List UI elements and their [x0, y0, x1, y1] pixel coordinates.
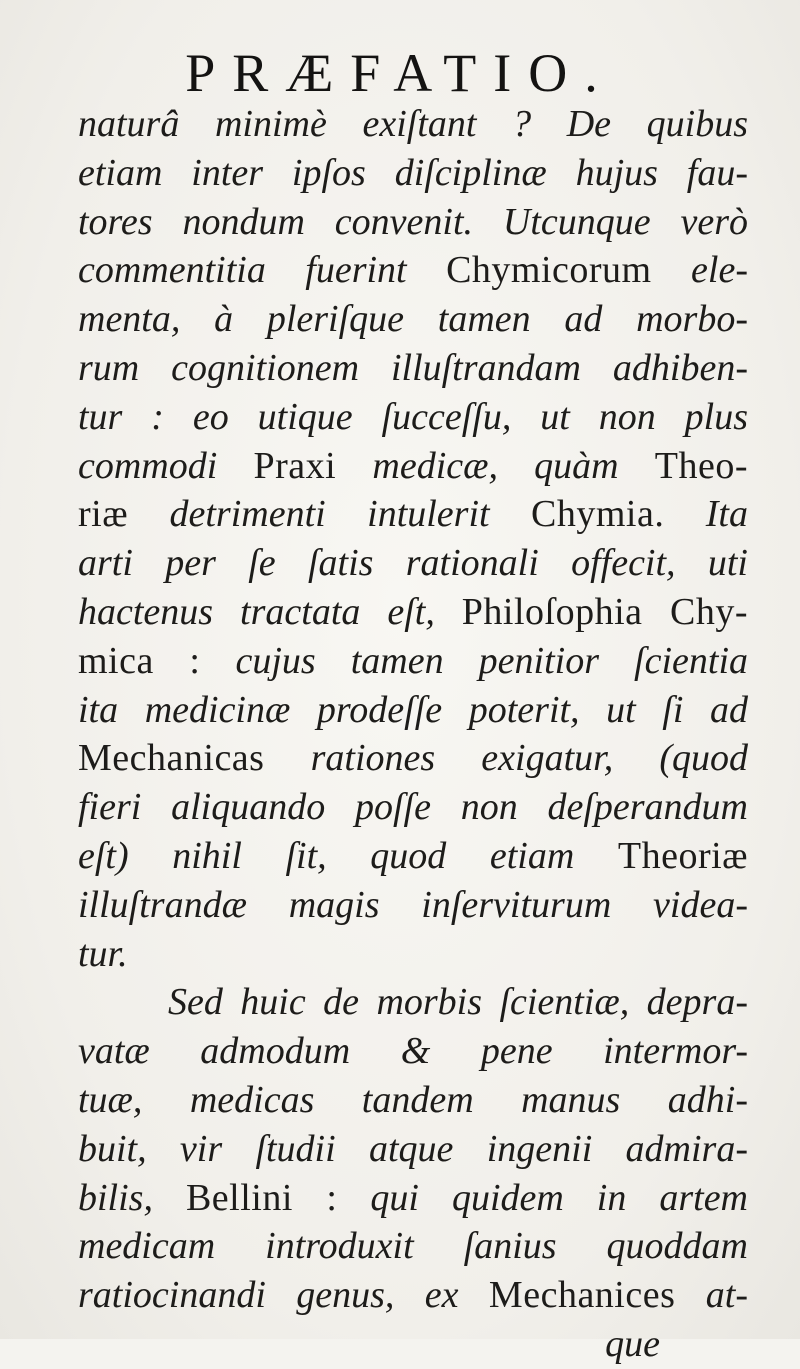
text-segment: buit, vir ſtudii atque ingenii admira-: [78, 1127, 748, 1170]
text-line: [78, 539, 748, 588]
text-segment: illuſtrandæ magis inſerviturum videa-: [78, 883, 748, 926]
text-line: [78, 100, 748, 149]
text-line: [78, 198, 748, 247]
text-segment: Ita: [664, 493, 748, 536]
text-line: [78, 1076, 748, 1125]
text-line: [78, 149, 748, 198]
text-segment: Chymicorum: [446, 249, 652, 292]
text-line: [78, 1271, 748, 1320]
text-segment: cujus tamen penitior ſcientia: [200, 639, 748, 682]
text-line: [78, 686, 748, 735]
text-line: [78, 1222, 748, 1271]
text-line: [78, 1174, 748, 1223]
text-line: [78, 734, 748, 783]
text-line: [78, 344, 748, 393]
text-segment: rum cognitionem illuſtrandam adhiben-: [78, 346, 748, 389]
text-segment: arti per ſe ſatis rationali offecit, uti: [78, 542, 748, 585]
text-segment: at-: [675, 1274, 748, 1317]
text-line: [78, 832, 748, 881]
text-segment: rationes exigatur, (quod: [264, 737, 748, 780]
text-segment: medicam introduxit ſanius quoddam: [78, 1225, 748, 1268]
text-segment: tur.: [78, 932, 128, 975]
text-segment: naturâ minimè exiſtant ? De quibus: [78, 103, 748, 145]
text-line: [78, 393, 748, 442]
text-segment: medicæ, quàm: [336, 444, 655, 487]
text-segment: tores nondum convenit. Utcunque verò: [78, 200, 748, 243]
text-segment: riæ: [78, 493, 129, 536]
text-line: [78, 930, 748, 979]
text-segment: Mechanices: [488, 1274, 676, 1317]
text-segment: eſt) nihil ſit, quod etiam: [78, 834, 618, 877]
catchword: que: [605, 1322, 660, 1365]
text-line: [78, 978, 748, 1027]
text-segment: Theoriæ: [617, 834, 748, 877]
text-segment: ita medicinæ prodeſſe poterit, ut ſi ad: [78, 688, 748, 731]
text-segment: Philoſophia Chy-: [461, 590, 748, 633]
text-segment: Mechanicas: [78, 737, 265, 780]
body-text: [78, 100, 748, 1369]
text-line: [78, 1027, 748, 1076]
running-head: PRÆFATIO.: [185, 43, 615, 103]
text-line: [78, 588, 748, 637]
text-segment: ratiocinandi genus, ex: [78, 1274, 489, 1317]
text-segment: Praxi: [253, 444, 337, 487]
text-line: [78, 1125, 748, 1174]
text-segment: mica :: [78, 639, 201, 682]
text-segment: tur : eo utique ſucceſſu, ut non plus: [78, 395, 748, 438]
text-segment: fieri aliquando poſſe non deſperandum: [78, 786, 748, 829]
text-segment: detrimenti intulerit: [128, 493, 532, 536]
text-segment: tuæ, medicas tandem manus adhi-: [78, 1078, 748, 1121]
text-segment: ele-: [651, 249, 748, 292]
text-line: [78, 246, 748, 295]
text-segment: Bellini :: [185, 1176, 338, 1219]
text-segment: Sed huic de morbis ſcientiæ, depra-: [168, 981, 748, 1024]
text-segment: commentitia fuerint: [78, 249, 447, 292]
text-line: [78, 637, 748, 686]
text-line: [78, 490, 748, 539]
text-segment: menta, à pleriſque tamen ad morbo-: [78, 298, 748, 341]
text-segment: bilis,: [78, 1176, 186, 1219]
text-segment: commodi: [78, 444, 254, 487]
text-segment: vatæ admodum & pene intermor-: [78, 1030, 748, 1073]
text-segment: Chymia.: [531, 493, 665, 536]
text-segment: etiam inter ipſos diſciplinæ hujus fau-: [78, 151, 748, 194]
text-segment: hactenus tractata eſt,: [78, 590, 462, 633]
text-line: [78, 881, 748, 930]
text-segment: Theo-: [654, 444, 748, 487]
text-line: [78, 783, 748, 832]
text-line: [78, 295, 748, 344]
text-line: [78, 442, 748, 491]
text-segment: qui quidem in artem: [337, 1176, 749, 1219]
